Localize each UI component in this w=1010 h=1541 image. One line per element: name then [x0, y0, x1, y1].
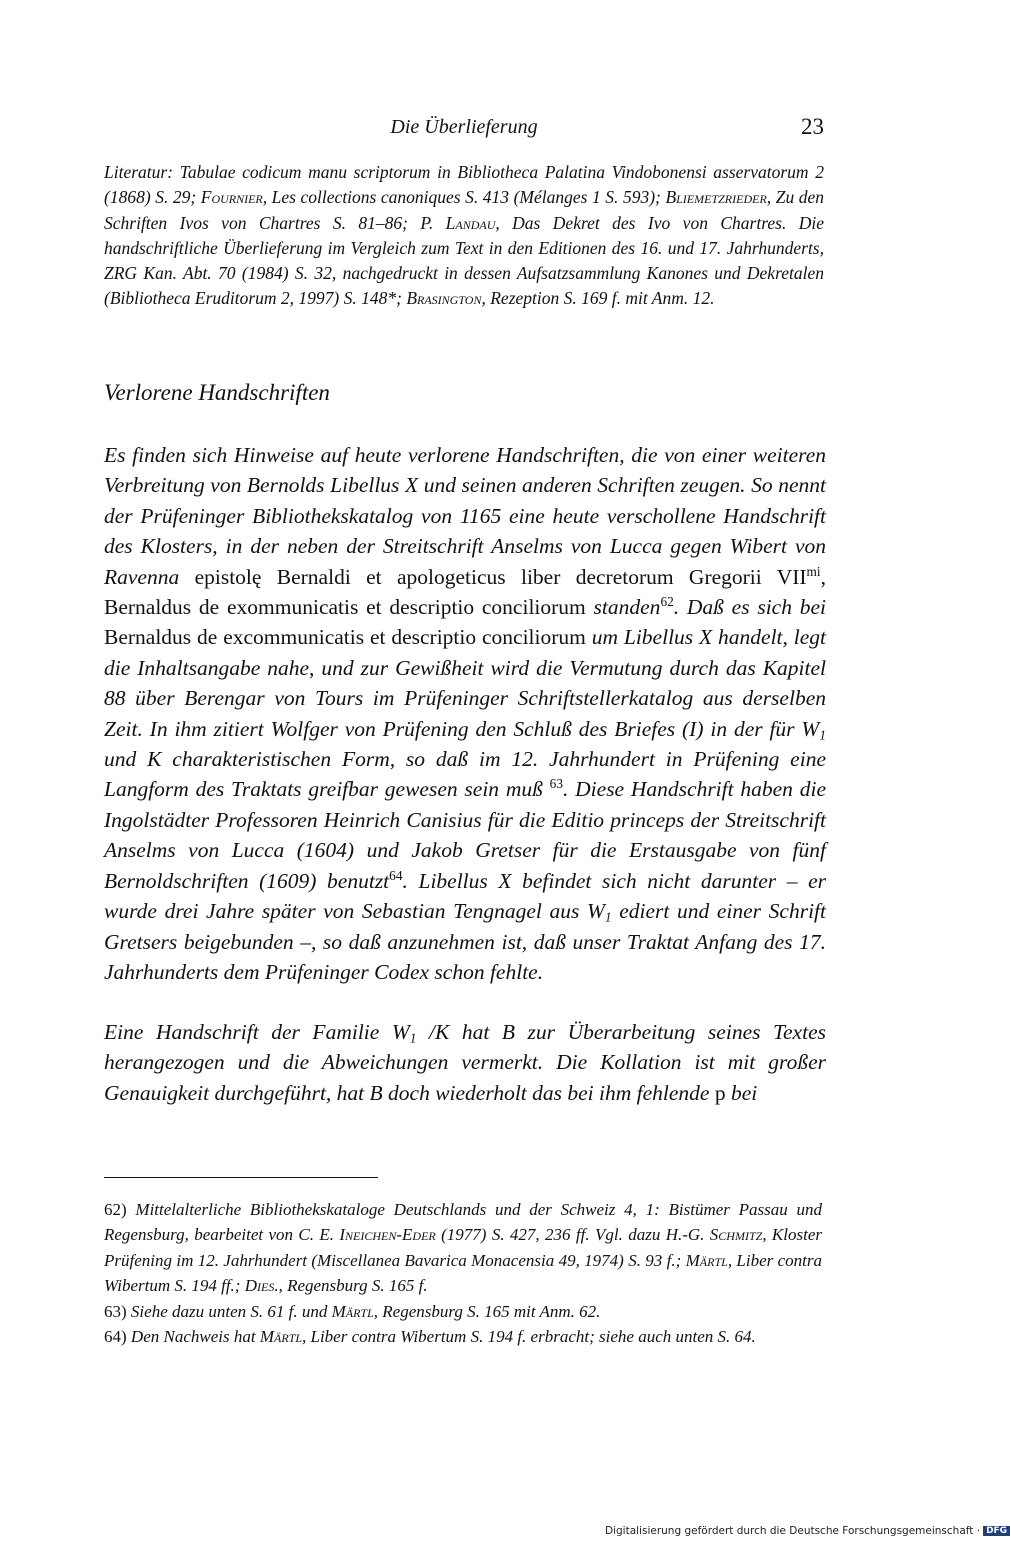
body-paragraph-2: Eine Handschrift der Familie $W_1$ /K hat B zur Überarbeitung seines Textes herangezogen und die Abweichungen vermerkt. Die Kollation ist mit großer Genauigkeit durchgeführt, hat B doch wiederholt das bei ihm fehlende p bei: [104, 1020, 826, 1105]
running-head: [104, 114, 824, 144]
subscript: 1: [409, 1030, 417, 1046]
credit-text: Digitalisierung gefördert durch die Deutsche Forschungsgemeinschaft ·: [605, 1525, 981, 1537]
author-name: Dies.: [244, 1276, 279, 1296]
footnote-62: 62) Mittelalterliche Bibliothekskataloge Deutschlands und der Schweiz 4, 1: Bistümer Passau und Regensburg, bearbeitet von C. E. Ineichen-Eder (1977) S. 427, 236 ff. Vgl. dazu H.-G. Schmitz, Kloster Prüfening im 12. Jahrhundert (Miscellanea Bavarica Monacensia 49, 1974) S. 93 f.; Märtl, Liber contra Wibertum S. 194 ff.; Dies., Regensburg S. 165 f.: [104, 1200, 822, 1296]
footnote-ref-62: 62: [660, 594, 674, 610]
author-name: Märtl: [331, 1301, 374, 1321]
author-name: Bliemetzrieder: [665, 187, 767, 208]
section-heading: Verlorene Handschriften: [104, 380, 330, 405]
author-name: Ineichen-Eder: [339, 1225, 436, 1245]
author-name: Brasington: [406, 288, 482, 309]
dfg-logo: DFG: [983, 1526, 1010, 1536]
body-paragraph-1: Es finden sich Hinweise auf heute verlorene Handschriften, die von einer weiteren Verbreitung von Bernolds Libellus X und seinen anderen Schriften zeugen. So nennt der Prüfeninger Bibliothekskatalog von 1165 eine heute verschollene Handschrift des Klosters, in der neben der Streitschrift Anselms von Lucca gegen Wibert von Ravenna epistolę Bernaldi et apologeticus liber decretorum Gregorii $VII^{mi}$, Bernaldus de exommunicatis et descriptio conciliorum standen$^{62}$. Daß es sich bei Bernaldus de excommunicatis et descriptio conciliorum um Libellus X handelt, legt die Inhaltsangabe nahe, und zur Gewißheit wird die Vermutung durch das Kapitel 88 über Berengar von Tours im Prüfeninger Schriftstellerkatalog aus derselben Zeit. In ihm zitiert Wolfger von Prüfening den Schluß des Briefes (I) in der für $W_1$ und K charakteristischen Form, so daß im 12. Jahrhundert in Prüfening eine Langform des Traktats greifbar gewesen sein muß $^{63}$. Diese Handschrift haben die Ingolstädter Professoren Heinrich Canisius für die Editio princeps der Streitschrift Anselms von Lucca (1604) und Jakob Gretser für die Erstausgabe von fünf Bernoldschriften (1609) benutzt$^{64}$. Libellus X befindet sich nicht darunter – er wurde drei Jahre später von Sebastian Tengnagel aus $W_1$ ediert und einer Schrift Gretsers beigebunden –, so daß anzunehmen ist, daß unser Traktat Anfang des 17. Jahrhunderts dem Prüfeninger Codex schon fehlte.: [104, 443, 826, 984]
digitization-credit: [605, 1525, 1010, 1537]
author-name: Märtl: [685, 1250, 728, 1270]
latin-quote: , Bernaldus de exommunicatis et descriptio conciliorum: [104, 564, 826, 620]
subscript: 1: [819, 726, 826, 742]
latin-quote: p: [714, 1080, 726, 1105]
footnote-ref-63: 63: [549, 776, 563, 792]
latin-quote: epistolę Bernaldi et apologeticus liber decretorum Gregorii VII: [194, 564, 807, 589]
subscript: 1: [604, 909, 612, 925]
footnote-divider: [104, 1177, 378, 1178]
author-name: Schmitz: [709, 1225, 763, 1245]
literature-paragraph: Literatur: Tabulae codicum manu scriptorum in Bibliotheca Palatina Vindobonensi asservatorum 2 (1868) S. 29; Fournier, Les collections canoniques S. 413 (Mélanges 1 S. 593); Bliemetzrieder, Zu den Schriften Ivos von Chartres S. 81–86; P. Landau, Das Dekret des Ivo von Chartres. Die handschriftliche Überlieferung im Vergleich zum Text in den Editionen des 16. und 17. Jahrhunderts, ZRG Kan. Abt. 70 (1984) S. 32, nachgedruckt in dessen Aufsatzsammlung Kanones und Dekretalen (Bibliotheca Eruditorum 2, 1997) S. 148*; Brasington, Rezeption S. 169 f. mit Anm. 12.: [104, 162, 825, 309]
author-name: Märtl: [259, 1327, 302, 1347]
footnotes: [104, 1197, 822, 1349]
author-name: Landau: [445, 212, 496, 233]
page-number: 23: [801, 114, 824, 139]
footnote-64: 64) Den Nachweis hat Märtl, Liber contra Wibertum S. 194 f. erbracht; siehe auch unten S. 64.: [104, 1327, 756, 1347]
latin-quote: Bernaldus de excommunicatis et descriptio conciliorum: [104, 625, 586, 650]
running-title: Die Überlieferung: [390, 116, 538, 138]
footnote-63: 63) Siehe dazu unten S. 61 f. und Märtl, Regensburg S. 165 mit Anm. 62.: [104, 1301, 601, 1321]
author-name: Fournier: [200, 187, 263, 208]
footnote-ref-64: 64: [389, 867, 403, 883]
superscript: mi: [806, 563, 821, 579]
